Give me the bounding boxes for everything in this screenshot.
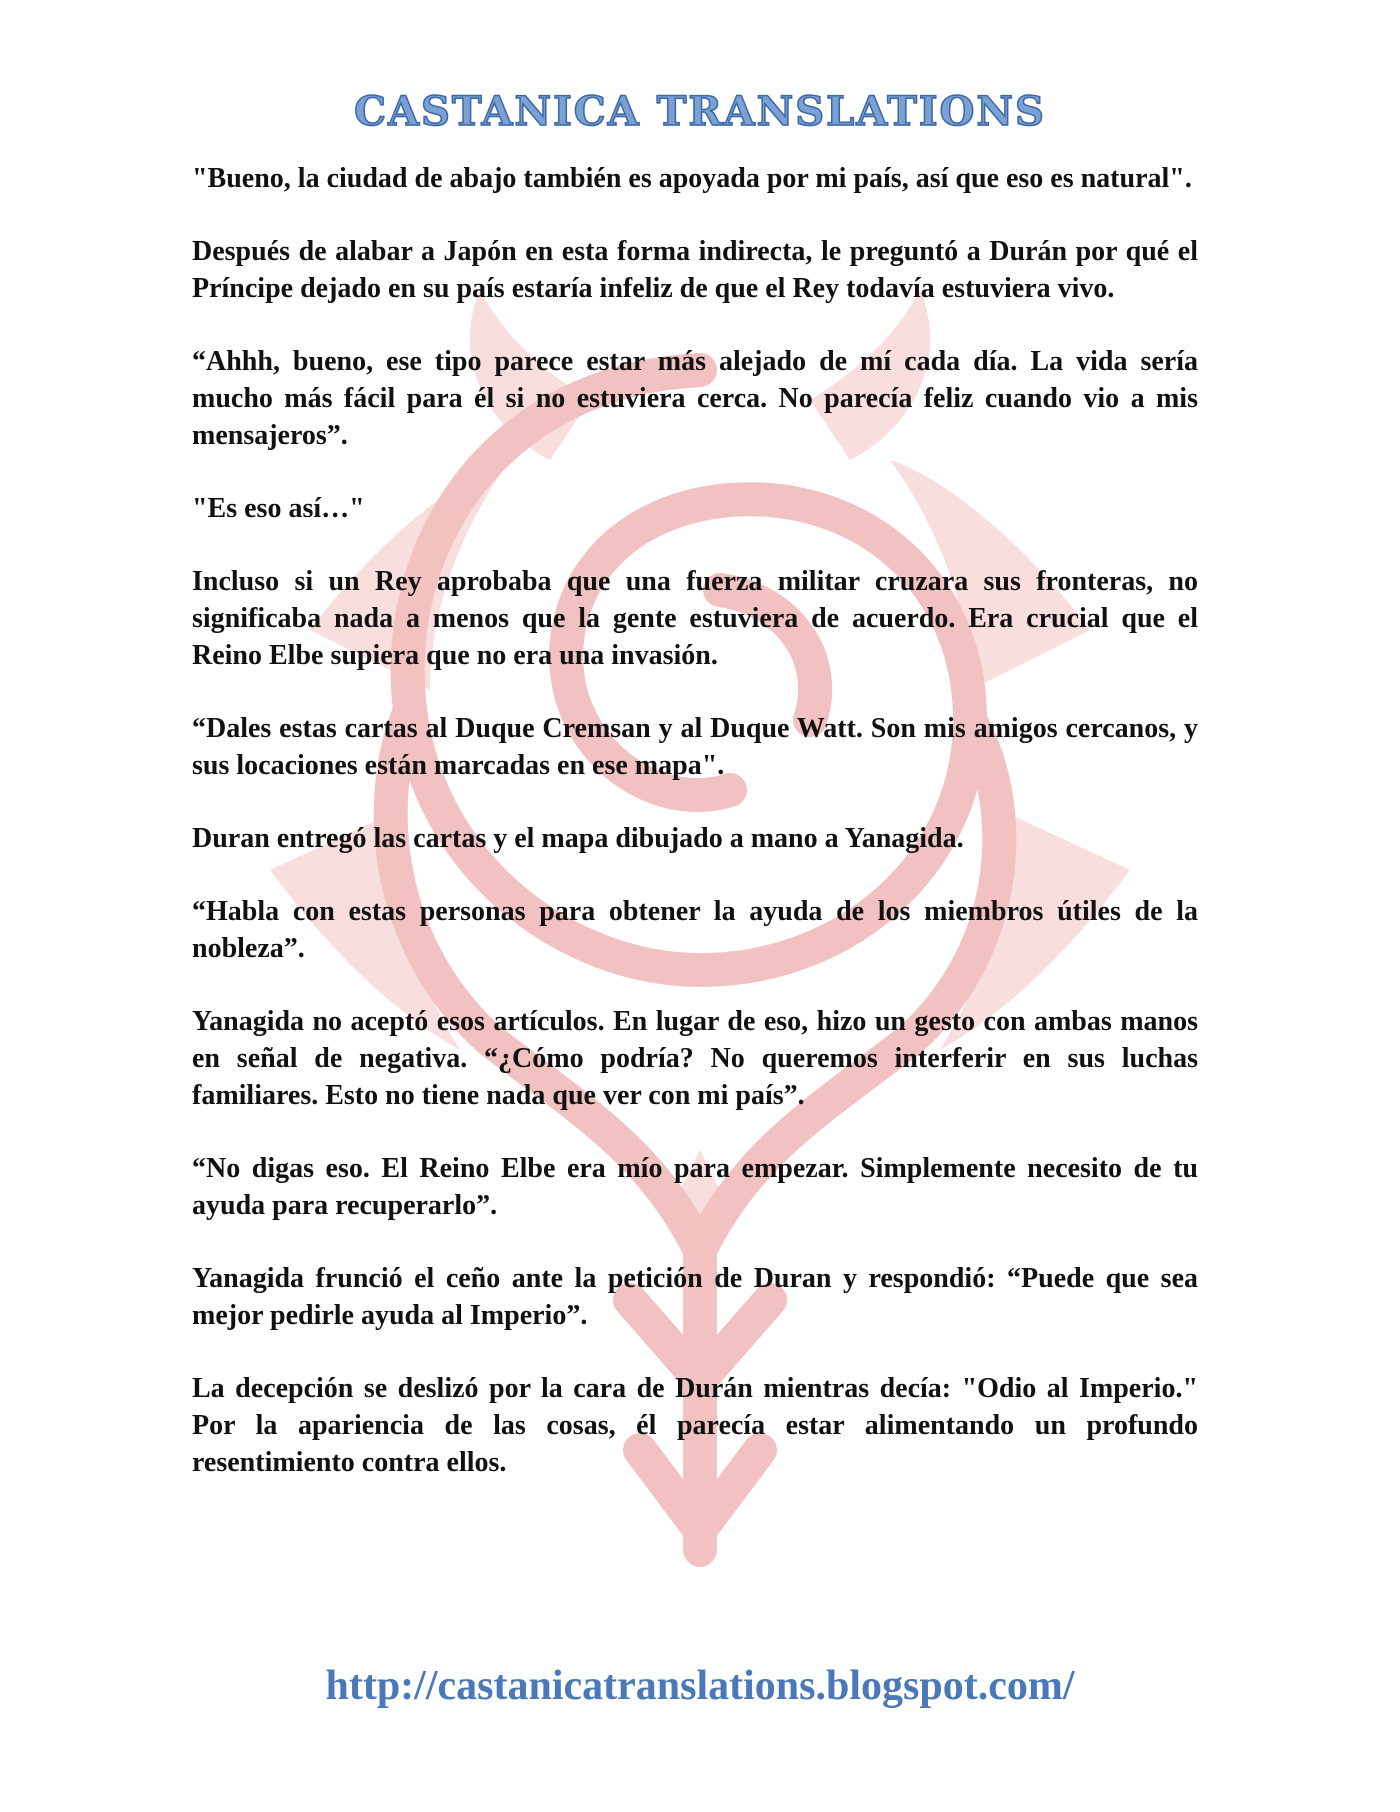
- paragraph: "Es eso así…": [192, 493, 365, 524]
- paragraph: Después de alabar a Japón en esta forma indirecta, le preguntó a Durán por qué el Príncipe dejado en su país estaría infeliz de que el Rey todavía estuviera vivo.: [192, 236, 1198, 304]
- blog-url-link[interactable]: http://castanicatranslations.blogspot.com/: [325, 1663, 1075, 1709]
- paragraph: “Dales estas cartas al Duque Cremsan y al Duque Watt. Son mis amigos cercanos, y sus locaciones están marcadas en ese mapa".: [192, 713, 1198, 781]
- paragraph: Duran entregó las cartas y el mapa dibujado a mano a Yanagida.: [192, 823, 964, 854]
- paragraph: “Ahhh, bueno, ese tipo parece estar más alejado de mí cada día. La vida sería mucho más fácil para él si no estuviera cerca. No parecía feliz cuando vio a mis mensajeros”.: [192, 346, 1198, 451]
- paragraph: Yanagida no aceptó esos artículos. En lugar de eso, hizo un gesto con ambas manos en señal de negativa. “¿Cómo podría? No queremos interferir en sus luchas familiares. Esto no tiene nada que ver con mi país”.: [192, 1006, 1198, 1111]
- paragraph: Yanagida frunció el ceño ante la petición de Duran y respondió: “Puede que sea mejor pedirle ayuda al Imperio”.: [192, 1263, 1198, 1331]
- paragraph: “Habla con estas personas para obtener la ayuda de los miembros útiles de la nobleza”.: [192, 896, 1198, 964]
- paragraph: "Bueno, la ciudad de abajo también es apoyada por mi país, así que eso es natural".: [192, 163, 1192, 194]
- paragraph: “No digas eso. El Reino Elbe era mío para empezar. Simplemente necesito de tu ayuda para recuperarlo”.: [192, 1153, 1198, 1221]
- site-title: CASTANICA TRANSLATIONS: [354, 88, 1046, 135]
- document-body: [192, 160, 1198, 1517]
- paragraph: La decepción se deslizó por la cara de Durán mientras decía: "Odio al Imperio." Por la apariencia de las cosas, él parecía estar alimentando un profundo resentimiento contra ellos.: [192, 1373, 1198, 1478]
- paragraph: Incluso si un Rey aprobaba que una fuerza militar cruzara sus fronteras, no significaba nada a menos que la gente estuviera de acuerdo. Era crucial que el Reino Elbe supiera que no era una invasión.: [192, 566, 1198, 671]
